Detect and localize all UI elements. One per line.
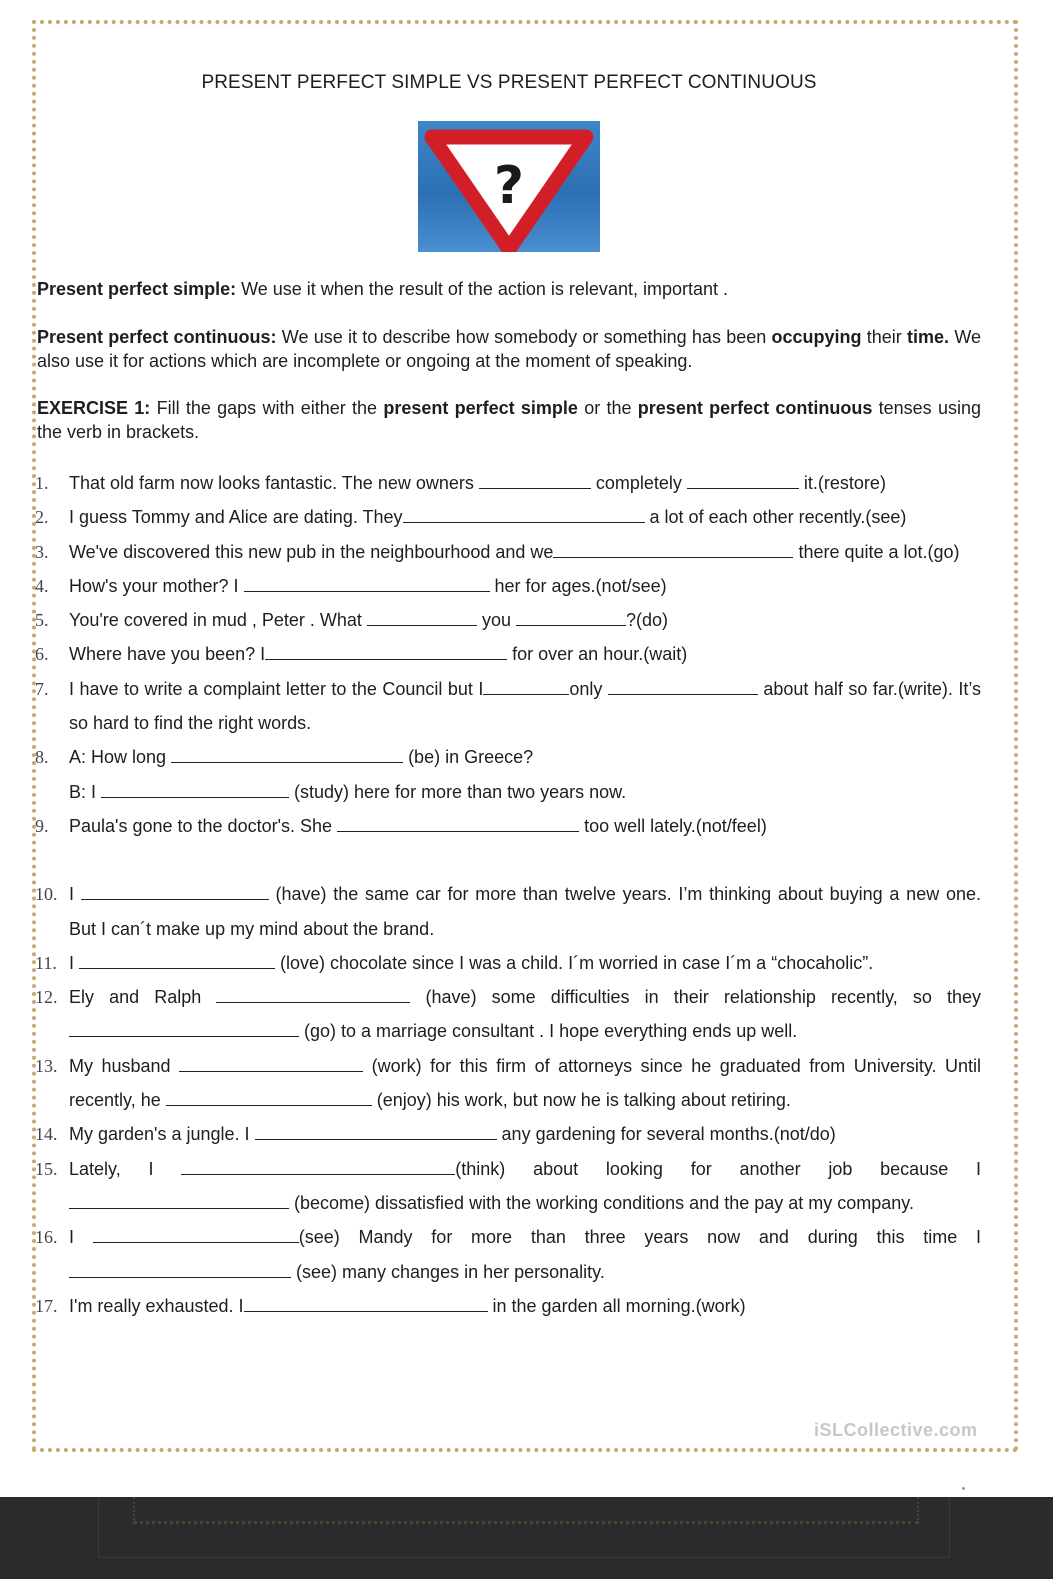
exercise-text: tenses using the verb in brackets. <box>37 398 981 442</box>
item-text: (study) here for more than two years now. <box>289 781 627 802</box>
next-page-edge <box>133 1497 919 1524</box>
item-text: Where have you been? I <box>69 644 266 665</box>
worksheet-title: PRESENT PERFECT SIMPLE VS PRESENT PERFECT CONTINUOUS <box>201 72 817 93</box>
answer-blank[interactable] <box>166 1089 372 1106</box>
item-number: 1. <box>35 473 49 493</box>
answer-blank[interactable] <box>69 1020 299 1037</box>
answer-blank[interactable] <box>171 746 403 763</box>
continuous-bold: time. <box>907 327 950 347</box>
item-text: I guess Tommy and Alice are dating. They <box>69 507 403 528</box>
item-number: 15. <box>35 1158 58 1179</box>
item-text: B: I <box>69 781 102 802</box>
item-text: (work) for this firm of attorneys since he graduated from University. Until recently, he <box>69 1055 982 1111</box>
exercise-list <box>33 466 981 1323</box>
item-text: in the garden all morning.(work) <box>487 1295 746 1316</box>
item-text: (enjoy) his work, but now he is talking about retiring. <box>371 1090 791 1111</box>
exercise-item <box>33 535 981 569</box>
answer-blank[interactable] <box>79 952 275 969</box>
answer-blank[interactable] <box>265 643 507 660</box>
simple-text: We use it when the result of the action is relevant, important . <box>236 279 728 299</box>
item-text: We've discovered this new pub in the neighbourhood and we <box>69 541 554 562</box>
exercise-text: or the <box>577 398 638 418</box>
item-number: 7. <box>35 678 49 699</box>
item-text: My husband <box>69 1055 180 1076</box>
answer-blank[interactable] <box>255 1123 497 1140</box>
item-text: it.(restore) <box>798 473 886 493</box>
item-text: Paula's gone to the doctor's. She <box>69 815 338 836</box>
yield-sign-icon <box>418 121 600 252</box>
item-text: only <box>569 678 608 699</box>
item-text: That old farm now looks fantastic. The new owners <box>69 473 479 493</box>
item-number: 11. <box>35 952 57 973</box>
exercise-item <box>33 1220 981 1289</box>
answer-blank[interactable] <box>216 986 410 1003</box>
item-text: I <box>69 884 81 905</box>
item-number: 13. <box>35 1055 58 1076</box>
item-number: 12. <box>35 987 58 1008</box>
item-text: ?(do) <box>625 610 668 631</box>
exercise-item <box>33 809 981 843</box>
answer-blank[interactable] <box>101 781 289 798</box>
item-text: for over an hour.(wait) <box>507 644 688 665</box>
item-text: My garden's a jungle. I <box>69 1124 255 1145</box>
item-text: (see) Mandy for more than three years now and during this time I <box>298 1227 981 1248</box>
item-text: (become) dissatisfied with the working conditions and the pay at my company. <box>289 1192 914 1213</box>
exercise-text: Fill the gaps with either the <box>150 398 384 418</box>
continuous-text: We also use it for actions which are incomplete or ongoing at the moment of speaking. <box>37 327 981 371</box>
exercise-item <box>33 1289 981 1323</box>
item-number: 14. <box>35 1124 58 1145</box>
spacer <box>33 843 981 877</box>
item-text: I <box>69 952 80 973</box>
item-text: there quite a lot.(go) <box>793 541 960 562</box>
item-text: (have) some difficulties in their relationship recently, so they <box>410 987 981 1008</box>
exercise-instructions <box>37 396 981 444</box>
answer-blank[interactable] <box>181 1158 455 1175</box>
item-text: (have) the same car for more than twelve years. I’m thinking about buying a new one. But I can´t make up my mind about the brand. <box>69 884 981 939</box>
exercise-item <box>33 980 981 1049</box>
item-text: any gardening for several months.(not/do) <box>496 1124 836 1145</box>
item-number: 9. <box>35 815 49 836</box>
item-number: 10. <box>35 884 58 905</box>
continuous-definition <box>37 325 981 373</box>
exercise-item <box>33 1152 981 1221</box>
answer-blank[interactable] <box>69 1261 291 1278</box>
item-text: too well lately.(not/feel) <box>579 815 767 836</box>
answer-blank[interactable] <box>403 506 645 523</box>
item-text: her for ages.(not/see) <box>489 575 667 596</box>
exercise-bold: present perfect simple <box>383 398 578 418</box>
continuous-bold: occupying <box>771 327 862 347</box>
exercise-subitem <box>33 775 981 809</box>
answer-blank[interactable] <box>516 609 626 626</box>
decorative-dot <box>962 1487 965 1490</box>
item-text: you <box>476 610 516 631</box>
continuous-text: We use it to describe how somebody or something has been <box>276 327 772 347</box>
answer-blank[interactable] <box>687 472 799 489</box>
exercise-item <box>33 603 981 637</box>
question-mark: ? <box>493 156 525 216</box>
exercise-item <box>33 1049 981 1118</box>
answer-blank[interactable] <box>69 1192 289 1209</box>
item-text: Ely and Ralph <box>69 987 217 1008</box>
item-number: 3. <box>35 541 49 562</box>
continuous-label: Present perfect continuous: <box>37 327 277 347</box>
item-text: Lately, I <box>69 1158 182 1179</box>
item-text: (see) many changes in her personality. <box>291 1261 605 1282</box>
answer-blank[interactable] <box>81 883 269 900</box>
answer-blank[interactable] <box>608 678 758 695</box>
exercise-item <box>33 946 981 980</box>
item-text: (love) chocolate since I was a child. I´m worried in case I´m a “chocaholic”. <box>275 952 874 973</box>
answer-blank[interactable] <box>179 1055 363 1072</box>
exercise-item <box>33 877 981 946</box>
exercise-item <box>33 672 981 741</box>
answer-blank[interactable] <box>479 472 591 489</box>
item-text: (be) in Greece? <box>403 747 534 768</box>
item-text: I'm really exhausted. I <box>69 1295 244 1316</box>
item-text: You're covered in mud , Peter . What <box>69 610 367 631</box>
simple-definition <box>37 277 981 301</box>
exercise-item <box>33 500 981 534</box>
exercise-item <box>33 637 981 671</box>
item-number: 8. <box>35 747 49 768</box>
continuous-text: their <box>861 327 908 347</box>
watermark: iSLCollective.com <box>814 1420 978 1440</box>
answer-blank[interactable] <box>244 575 490 592</box>
exercise-item <box>33 569 981 603</box>
item-text: A: How long <box>69 747 172 768</box>
item-text: How's your mother? I <box>69 575 244 596</box>
exercise-item <box>33 1117 981 1151</box>
item-number: 6. <box>35 644 49 665</box>
answer-blank[interactable] <box>483 678 569 695</box>
item-text: I <box>69 1227 93 1248</box>
bottom-bar <box>0 1497 1053 1579</box>
item-text: a lot of each other recently.(see) <box>644 507 907 528</box>
answer-blank[interactable] <box>367 609 477 626</box>
item-text: completely <box>590 473 687 493</box>
exercise-bold: present perfect continuous <box>637 398 873 418</box>
item-number: 16. <box>35 1227 58 1248</box>
yield-sign-image <box>418 121 600 252</box>
item-number: 17. <box>35 1295 58 1316</box>
item-text: about half so far.(write). It’s so hard to find the right words. <box>69 678 982 734</box>
answer-blank[interactable] <box>93 1226 299 1243</box>
item-number: 5. <box>35 610 49 631</box>
item-text: I have to write a complaint letter to the Council but I <box>69 678 484 699</box>
answer-blank[interactable] <box>244 1295 488 1312</box>
exercise-label: EXERCISE 1: <box>37 398 151 418</box>
item-number: 2. <box>35 507 49 528</box>
simple-label: Present perfect simple: <box>37 279 237 299</box>
exercise-item <box>33 740 981 774</box>
item-number: 4. <box>35 575 49 596</box>
answer-blank[interactable] <box>337 815 579 832</box>
answer-blank[interactable] <box>553 541 793 558</box>
item-text: (go) to a marriage consultant . I hope everything ends up well. <box>299 1021 798 1042</box>
item-text: (think) about looking for another job because I <box>455 1158 982 1179</box>
exercise-item <box>33 466 981 500</box>
